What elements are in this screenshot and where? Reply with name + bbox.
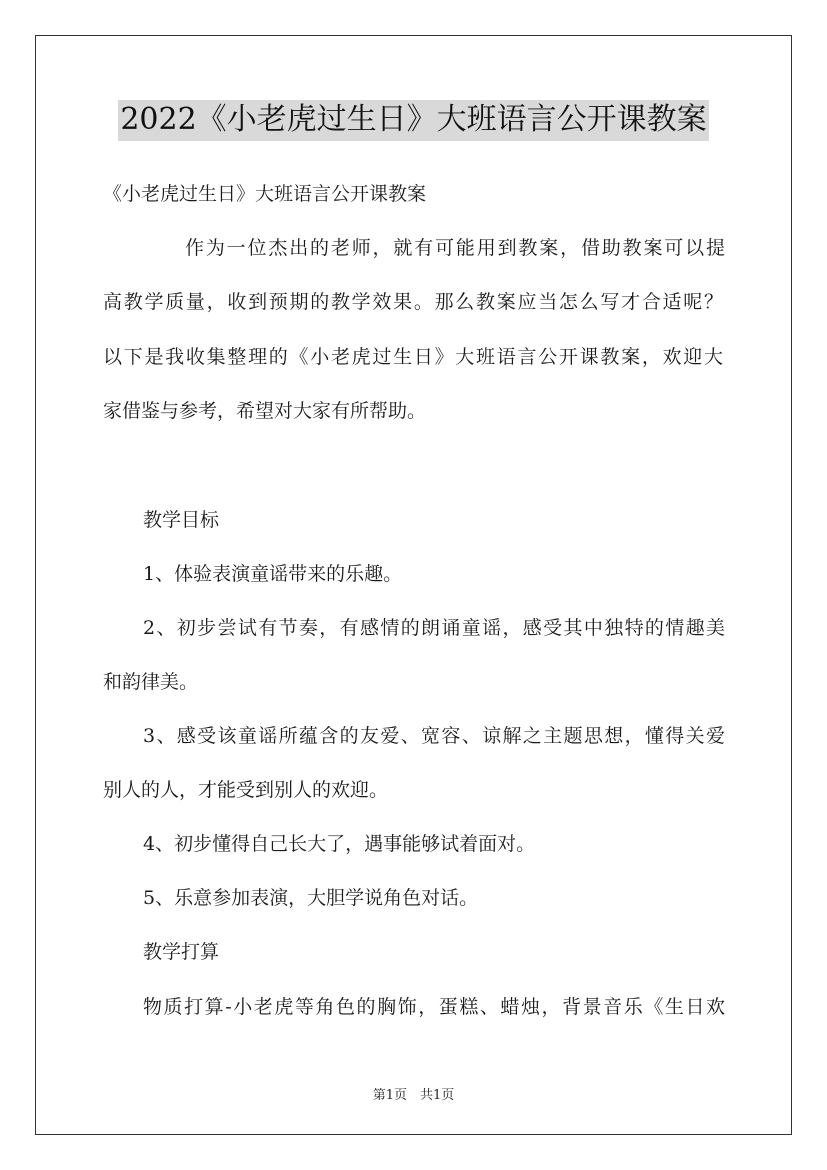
objective-4: 4、初步懂得自己长大了，遇事能够试着面对。 [143,833,536,855]
section-heading-preparation: 教学打算 [143,941,220,963]
intro-line-3: 以下是我收集整理的《小老虎过生日》大班语言公开课教案，欢迎大 [103,346,723,368]
subtitle-line: 《小老虎过生日》大班语言公开课教案 [103,183,427,205]
section-heading-objectives: 教学目标 [143,509,220,531]
objective-1: 1、体验表演童谣带来的乐趣。 [143,563,403,585]
objective-5: 5、乐意参加表演，大胆学说角色对话。 [143,887,479,909]
document-title [0,100,827,141]
intro-line-1: 作为一位杰出的老师，就有可能用到教案，借助教案可以提 [185,237,725,259]
objective-2-line-2: 和韵律美。 [103,671,199,693]
preparation-line-1: 物质打算-小老虎等角色的胸饰，蛋糕、蜡烛，背景音乐《生日欢 [143,996,725,1018]
intro-line-4: 家借鉴与参考，希望对大家有所帮助。 [103,400,427,422]
intro-line-2: 高教学质量，收到预期的教学效果。那么教案应当怎么写才合适呢？ [103,291,723,313]
page-footer: 第1页 共1页 [372,1088,455,1103]
objective-3-line-2: 别人的人，才能受到别人的欢迎。 [103,779,389,801]
document-title-text: 2022《小老虎过生日》大班语言公开课教案 [118,100,708,141]
objective-3-line-1: 3、感受该童谣所蕴含的友爱、宽容、谅解之主题思想，懂得关爱 [143,725,725,747]
objective-2-line-1: 2、初步尝试有节奏，有感情的朗诵童谣，感受其中独特的情趣美 [143,617,725,639]
